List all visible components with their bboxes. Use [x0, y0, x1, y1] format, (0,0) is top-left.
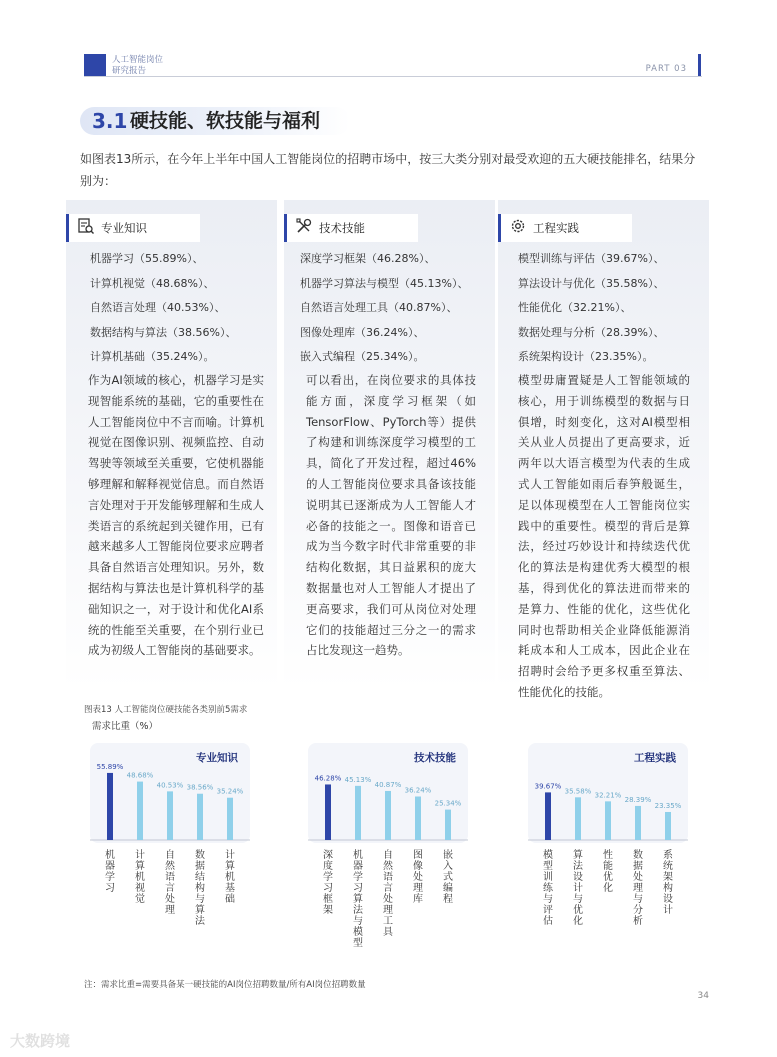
category-label-char: 机 [105, 850, 115, 861]
category-label-char: 理 [383, 905, 393, 916]
category-label-char: 习 [353, 883, 363, 894]
category-label-char: 自 [383, 850, 393, 861]
category-tag-professional [66, 214, 200, 242]
category-label-char: 法 [353, 905, 363, 916]
chart-bar [325, 784, 331, 840]
chart-title: 图表13 人工智能岗位硬技能各类别前5需求 [84, 705, 248, 715]
bar-charts [80, 735, 700, 970]
category-label-char: 构 [195, 883, 205, 894]
category-label-char: 机 [225, 872, 235, 883]
data-label: 39.67% [534, 782, 562, 791]
chart-bar [665, 812, 671, 840]
list-item: 嵌入式编程（25.34%）。 [300, 350, 425, 363]
category-label-char: 据 [195, 861, 205, 872]
category-label-char: 然 [383, 861, 393, 872]
category-label-char: 库 [413, 894, 423, 905]
list-item: 模型训练与评估（39.67%）、 [518, 252, 665, 265]
category-label-char: 语 [165, 872, 175, 883]
category-label-char: 与 [543, 894, 553, 905]
chart-note: 注：需求比重=需要具备某一硬技能的AI岗位招聘数量/所有AI岗位招聘数量 [84, 980, 366, 990]
chart-y-axis-label: 需求比重（%） [92, 721, 159, 732]
chart-bar [445, 810, 451, 840]
category-label-char: 估 [543, 916, 553, 927]
category-label-char: 础 [225, 894, 235, 905]
category-label-char: 与 [353, 916, 363, 927]
chart-bar [415, 797, 421, 840]
skill-list-professional [90, 247, 236, 370]
category-label-char: 系 [663, 850, 673, 861]
category-label: 技术技能 [319, 221, 365, 235]
header-divider [84, 76, 702, 77]
chart-group-title: 专业知识 [196, 752, 238, 764]
list-item: 系统架构设计（23.35%）。 [518, 350, 654, 363]
chart-group-title: 工程实践 [634, 752, 676, 764]
list-item: 深度学习框架（46.28%）、 [300, 252, 436, 265]
list-item: 算法设计与优化（35.58%）、 [518, 276, 665, 290]
list-item: 图像处理库（36.24%）、 [300, 325, 425, 339]
list-item: 计算机视觉（48.68%）、 [90, 276, 215, 290]
chart-bar [635, 806, 641, 840]
data-label: 35.24% [216, 787, 244, 796]
report-title [112, 55, 163, 77]
chart-bar [137, 782, 143, 840]
data-label: 32.21% [594, 791, 622, 800]
report-title-line2: 研究报告 [112, 66, 147, 76]
chart-bar [605, 801, 611, 840]
list-item: 机器学习（55.89%）、 [90, 252, 204, 265]
category-label-char: 架 [323, 905, 333, 916]
data-label: 55.89% [96, 762, 124, 771]
category-label-char: 嵌 [443, 850, 453, 861]
tools-icon [295, 217, 319, 239]
category-label-char: 结 [195, 872, 205, 883]
category-label-char: 化 [573, 916, 583, 927]
data-label: 46.28% [314, 774, 342, 783]
category-label-char: 处 [413, 872, 423, 883]
list-item: 自然语言处理工具（40.87%）、 [300, 301, 458, 314]
category-label-char: 机 [135, 872, 145, 883]
category-label-char: 言 [383, 883, 393, 894]
category-label-char: 觉 [135, 894, 145, 905]
list-item: 机器学习算法与模型（45.13%）、 [300, 276, 469, 290]
category-label-char: 算 [135, 861, 145, 872]
category-tag-technical [284, 214, 418, 242]
description-professional: 作为AI领域的核心，机器学习是实现智能系统的基础，它的重要性在人工智能岗位中不言而喻。计算机视觉在图像识别、视频监控、自动驾驶等领域至关重要，它使机器能够理解和解释视觉信息。而自然语言处理对于开发能够理解和生成人类语言的系统起到关键作用，已有越来越多人工智能岗位要求应聘者具备自然语言处理知识。另外，数据结构与算法也是计算机科学的基础知识之一，对于设计和优化AI系统的性能至关重要，在个别行业已成为初级人工智能岗的基础要求。 [88, 373, 264, 658]
category-label-char: 深 [323, 850, 333, 861]
category-label-char: 与 [633, 894, 643, 905]
category-label-char: 优 [573, 905, 583, 916]
chart-bar [575, 797, 581, 840]
category-label-char: 型 [543, 861, 553, 872]
category-label-char: 能 [603, 861, 613, 872]
list-item: 数据结构与算法（38.56%）、 [90, 325, 237, 339]
category-label-char: 统 [663, 861, 673, 872]
category-label-char: 处 [383, 894, 393, 905]
category-label-char: 设 [573, 872, 583, 883]
category-label-char: 式 [443, 872, 453, 883]
category-label-char: 优 [603, 872, 613, 883]
category-label-char: 习 [105, 883, 115, 894]
watermark: 大数跨境 [10, 1032, 71, 1050]
data-label: 25.34% [434, 799, 462, 808]
category-label-char: 处 [633, 872, 643, 883]
category-label-char: 算 [225, 861, 235, 872]
category-label-char: 模 [353, 927, 363, 938]
category-label-char: 学 [353, 872, 363, 883]
category-label-char: 入 [443, 861, 453, 872]
category-label-char: 言 [165, 883, 175, 894]
category-label-char: 程 [443, 894, 453, 905]
category-label-char: 学 [323, 872, 333, 883]
category-label-char: 算 [353, 894, 363, 905]
page-number: 34 [697, 991, 709, 1001]
category-label-char: 理 [413, 883, 423, 894]
category-label-char: 模 [543, 850, 553, 861]
category-label-char: 设 [663, 894, 673, 905]
category-label-char: 数 [195, 850, 205, 861]
category-label-char: 据 [633, 861, 643, 872]
category-label-char: 像 [413, 861, 423, 872]
category-label-char: 具 [383, 927, 393, 938]
category-label-char: 法 [573, 861, 583, 872]
category-label-char: 算 [573, 850, 583, 861]
category-label-char: 性 [603, 850, 613, 861]
header-right-accent [698, 54, 701, 76]
list-item: 计算机基础（35.24%）。 [90, 350, 215, 363]
intro-paragraph: 如图表13所示，在今年上半年中国人工智能岗位的招聘市场中，按三大类分别对最受欢迎的五大硬技能排名，结果分别为： [80, 152, 696, 188]
gear-icon [509, 217, 533, 239]
category-label-char: 计 [225, 850, 235, 861]
chart-bar [385, 791, 391, 840]
chart-bar [107, 773, 113, 840]
data-label: 28.39% [624, 795, 652, 804]
chart-bar [227, 798, 233, 840]
category-label-char: 视 [135, 883, 145, 894]
section-title: 硬技能、软技能与福利 [130, 110, 321, 132]
category-label-char: 习 [323, 883, 333, 894]
category-label-char: 评 [543, 905, 553, 916]
report-title-line1: 人工智能岗位 [112, 55, 164, 65]
category-label-char: 处 [165, 894, 175, 905]
list-item: 自然语言处理（40.53%）、 [90, 301, 226, 314]
category-label-char: 计 [135, 850, 145, 861]
category-label-char: 理 [633, 883, 643, 894]
category-label-char: 器 [353, 861, 363, 872]
category-label-char: 型 [353, 938, 363, 949]
document-search-icon [77, 217, 101, 239]
category-label-char: 析 [633, 916, 643, 927]
data-label: 40.87% [374, 780, 402, 789]
category-tag-engineering [498, 214, 632, 242]
category-label-char: 图 [413, 850, 423, 861]
section-number: 3.1 [92, 109, 128, 133]
list-item: 性能优化（32.21%）、 [518, 301, 632, 314]
category-label-char: 编 [443, 883, 453, 894]
category-label-char: 计 [573, 883, 583, 894]
category-label-char: 框 [323, 894, 333, 905]
category-label-char: 法 [195, 916, 205, 927]
category-label-char: 分 [633, 905, 643, 916]
chart-bar [545, 792, 551, 840]
header-accent-block [84, 54, 106, 76]
category-label-char: 基 [225, 883, 235, 894]
description-technical: 可以看出，在岗位要求的具体技能方面，深度学习框架（如TensorFlow、PyTorch等）提供了构建和训练深度学习模型的工具，简化了开发过程，超过46%的人工智能岗位要求具备该技能说明其已逐渐成为人工智能人才必备的技能之一。图像和语音已成为当今数字时代非常重要的非结构化数据，其日益累积的庞大数据量也对人工智能人才提出了更高要求，我们可从岗位对处理它们的技能超过三分之一的需求占比发现这一趋势。 [306, 373, 476, 658]
category-label: 专业知识 [101, 221, 147, 235]
category-label-char: 度 [323, 861, 333, 872]
data-label: 23.35% [654, 801, 682, 810]
data-label: 38.56% [186, 783, 214, 792]
data-label: 40.53% [156, 781, 184, 790]
category-label-char: 自 [165, 850, 175, 861]
data-label: 35.58% [564, 787, 592, 796]
category-label-char: 与 [573, 894, 583, 905]
category-label: 工程实践 [533, 221, 579, 235]
category-label-char: 架 [663, 872, 673, 883]
category-label-char: 工 [383, 916, 393, 927]
data-label: 45.13% [344, 775, 372, 784]
category-label-char: 然 [165, 861, 175, 872]
category-label-char: 理 [165, 905, 175, 916]
chart-bar [197, 794, 203, 840]
skill-list-technical [300, 247, 468, 370]
category-label-char: 数 [633, 850, 643, 861]
category-label-char: 计 [663, 905, 673, 916]
category-label-char: 构 [663, 883, 673, 894]
data-label: 48.68% [126, 771, 154, 780]
category-label-char: 算 [195, 905, 205, 916]
chart-group-title: 技术技能 [414, 752, 456, 764]
category-label-char: 化 [603, 883, 613, 894]
category-label-char: 机 [353, 850, 363, 861]
list-item: 数据处理与分析（28.39%）、 [518, 325, 665, 339]
chart-bar [167, 791, 173, 840]
category-label-char: 语 [383, 872, 393, 883]
category-label-char: 学 [105, 872, 115, 883]
skill-list-engineering [518, 247, 664, 370]
data-label: 36.24% [404, 786, 432, 795]
part-label: PART 03 [645, 64, 687, 74]
category-label-char: 练 [543, 883, 553, 894]
category-label-char: 训 [543, 872, 553, 883]
chart-bar [355, 786, 361, 840]
description-engineering: 模型毋庸置疑是人工智能领域的核心，用于训练模型的数据与日俱增，时刻变化，这对AI模型相关从业人员提出了更高要求，近两年以大语言模型为代表的生成式人工智能如雨后春笋般诞生，足以体现模型在人工智能岗位实践中的重要性。模型的背后是算法，经过巧妙设计和持续迭代优化的算法是构建优秀大模型的根基，得到优化的算法进而带来的是算力、性能的优化，这些优化同时也帮助相关企业降低能源消耗成本和人工成本，因此企业在招聘时会给予更多权重至算法、性能优化的技能。 [518, 373, 690, 699]
category-label-char: 与 [195, 894, 205, 905]
category-label-char: 器 [105, 861, 115, 872]
